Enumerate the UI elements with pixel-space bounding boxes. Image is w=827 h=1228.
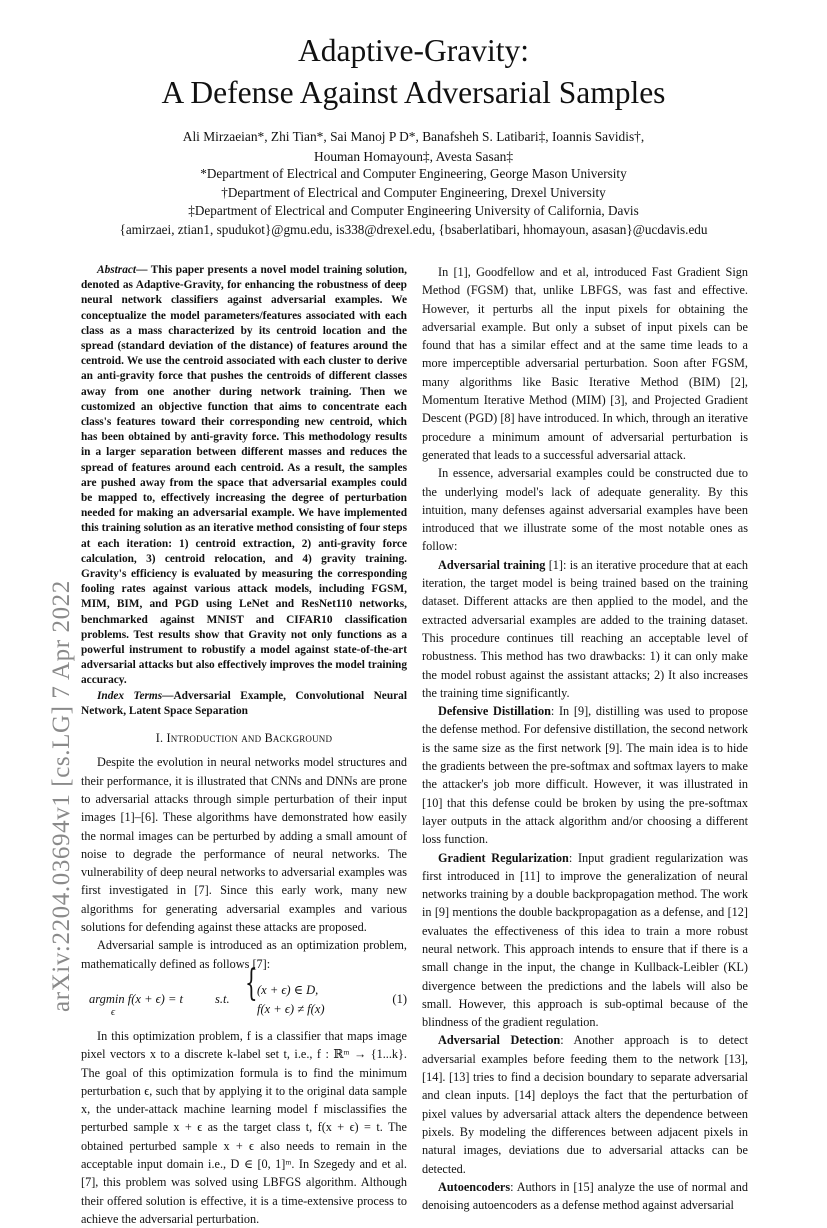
- title-line-2: A Defense Against Adversarial Samples: [161, 75, 666, 110]
- adv-training-label: Adversarial training: [438, 557, 546, 572]
- authors-line-2: Houman Homayoun‡, Avesta Sasan‡: [313, 148, 514, 164]
- body-paragraph-adv-training: [422, 556, 748, 702]
- autoencoders-text: : Authors in [15] analyze the use of normal and denoising autoencoders as a defense method against adversarial: [422, 1179, 748, 1213]
- equation-subscript: ϵ: [111, 1006, 116, 1018]
- body-paragraph-gradient-reg: [422, 849, 748, 1032]
- index-terms-text: —Adversarial Example, Convolutional Neural Network, Latent Space Separation: [81, 689, 407, 717]
- equation-1: [81, 962, 407, 1019]
- autoencoders-label: Autoencoders: [438, 1179, 511, 1194]
- body-paragraph-fgsm: In [1], Goodfellow and et al, introduced Fast Gradient Sign Method (FGSM) that, unlike LBFGS, was fast and effective. However, it perturbs all the input pixels for obtaining the adversarial example. But only a subset of input pixels can be found that has a similar effect and at the same time leads to a more imperceptible adversarial perturbation. Soon after FGSM, many algorithms like Basic Iterative Method (BIM) [2], Momentum Iterative Method (MIM) [3], and Projected Gradient Descent (PGD) [8] have introduced. In which, through an iterative procedure a minimum amount of adversarial perturbation is generated that leads to a successful adversarial attack.: [422, 265, 748, 462]
- left-column: [81, 263, 407, 1228]
- equation-lhs: argmin f(x + ϵ) = t: [89, 991, 184, 1006]
- equation-brace: {: [245, 962, 258, 1004]
- affiliation-drexel: †Department of Electrical and Computer Engineering, Drexel University: [221, 184, 606, 200]
- index-terms: [81, 689, 407, 719]
- abstract-label: Abstract: [97, 264, 137, 276]
- body-paragraph-defenses: In essence, adversarial examples could be constructed due to the underlying model's lack of adequate generality. By this intuition, many defenses against adversarial examples have been introduced that we illustrate some of the most notable ones as follow:: [422, 466, 748, 554]
- index-terms-label: Index Terms: [97, 689, 163, 702]
- intro-paragraph-2: Adversarial sample is introduced as an optimization problem, mathematically defined as follows [7]:: [81, 938, 407, 971]
- distillation-label: Defensive Distillation: [438, 704, 551, 719]
- title-line-1: Adaptive-Gravity:: [298, 33, 529, 68]
- authors-line-1: Ali Mirzaeian*, Zhi Tian*, Sai Manoj P D*, Banafsheh S. Latibari‡, Ioannis Savidis†,: [182, 129, 645, 144]
- gradient-reg-label: Gradient Regularization: [438, 850, 569, 865]
- gradient-reg-text: : Input gradient regularization was first introduced in [11] to improve the generalization of neural networks training by a double backpropagation method. The work in [9] mentions the double backpropagation as a defense, and [12] evaluates the effectiveness of this idea to train a more robust neural network. This approach intends to ensure that if there is a small change in the input, the change in Kullback-Leibler (KL) divergence between the predictions and the labels will also be small. However, this approach is sub-optimal because of the blindness of the gradient regulation.: [422, 850, 748, 1030]
- equation-constraint-1: (x + ϵ) ∈ D,: [257, 982, 319, 997]
- arxiv-stamp: arXiv:2204.03694v1 [cs.LG] 7 Apr 2022: [48, 580, 75, 1012]
- author-emails: {amirzaei, ztian1, spudukot}@gmu.edu, is338@drexel.edu, {bsaberlatibari, hhomayoun, asasan}@ucdavis.edu: [119, 221, 708, 237]
- body-paragraph-detection: [422, 1031, 748, 1177]
- affiliation-gmu: *Department of Electrical and Computer Engineering, George Mason University: [200, 166, 627, 181]
- abstract: [81, 263, 407, 689]
- body-paragraph-distillation: [422, 702, 748, 848]
- abstract-text: — This paper presents a novel model training solution, denoted as Adaptive-Gravity, for enhancing the robustness of deep neural network classifiers against adversarial examples. We conceptualize the model parameters/features associated with each class as a mass characterized by its centroid location and the spread (standard deviation of the distance) of features around the centroid. We use the centroid associated with each cluster to derive an anti-gravity force that pushes the centroids of different classes away from one another during network training. Then we customized an objective function that aims to concentrate each class's features toward their corresponding new centroid, which has been obtained by anti-gravity force. This methodology results in a larger separation between different masses and reduces the spread of features around each centroid. As a result, the samples are pushed away from the space that adversarial examples could be mapped to, effectively increasing the degree of perturbation needed for making an adversarial example. We have implemented this training solution as an iterative method consisting of four steps at each iteration: 1) centroid extraction, 2) anti-gravity force calculation, 3) centroid relocation, and 4) gravity training. Gravity's efficiency is evaluated by measuring the corresponding fooling rates against various attack models, including FGSM, MIM, BIM, and PGD using LeNet and ResNet110 networks, benchmarked against MNIST and CIFAR10 classification problems. Test results show that Gravity not only functions as a powerful instrument to robustify a model against state-of-the-art adversarial attacks but also effectively improves the model training accuracy.: [81, 264, 407, 687]
- body-paragraph-autoencoders: [422, 1178, 748, 1215]
- distillation-text: : In [9], distilling was used to propose the defense method. For defensive distillation, the second network is the same size as the first network [9]. The main idea is to hide the gradients between the pre-softmax and softmax layers to make the attacker's job more difficult. However, it was illustrated in [10] that this defense could be broken by using the pre-softmax layer outputs in the attack algorithm and/or choosing a different loss function.: [422, 704, 748, 847]
- paper-title: [0, 30, 827, 114]
- equation-constraint-2: f(x + ϵ) ≠ f(x): [257, 1001, 325, 1016]
- equation-number: (1): [392, 991, 407, 1006]
- detection-label: Adversarial Detection: [438, 1033, 561, 1048]
- right-column: [422, 263, 748, 1214]
- detection-text: : Another approach is to detect adversarial examples before feeding them to the network [13], [14]. [13] tries to find a decision boundary to separate adversarial and clean inputs. [14] deploys the fact that the perturbation of pixel values by adversarial attack alters the dependence between pixels. By modeling the differences between adjacent pixels in natural images, deviations due to adversarial attacks can be detected.: [422, 1033, 749, 1176]
- intro-paragraph-3: In this optimization problem, f is a classifier that maps image pixel vectors x to a discrete k-label set t, i.e., f : ℝᵐ → {1...k}. The goal of this optimization formula is to find the minimum perturbation ϵ, such that by applying it to the original data sample x, the under-attack machine learning model f misclassifies the perturbed sample x + ϵ as the target class t, f(x + ϵ) = t. The obtained perturbed sample x + ϵ also needs to remain in the acceptable input domain i.e., D ∈ [0, 1]ᵐ. In Szegedy and et al. [7], this problem was solved using LBFGS algorithm. Although their offered solution is effective, it is a time-extensive process to achieve the adversarial perturbation.: [81, 1028, 407, 1226]
- affiliations: [60, 165, 767, 239]
- intro-paragraph-1: Despite the evolution in neural networks model structures and their performance, it is illustrated that CNNs and DNNs are prone to adversarial attacks through simple perturbation of their input images [1]–[6]. These algorithms have demonstrated how easily the normal images can be perturbed by adding a small amount of noise to degrade the performance of neural networks. The vulnerability of deep neural networks to adversarial examples was first investigated in [7]. Since this early work, many new algorithms for generating adversarial examples and various solutions for defending against these attacks are proposed.: [81, 755, 407, 935]
- equation-such-that: s.t.: [215, 991, 230, 1006]
- adv-training-text: [1]: is an iterative procedure that at each iteration, the target model is being trained based on the training dataset. Different attacks are then applied to the model, and the extracted adversarial examples are added to the training dataset. This procedure continues till reaching an acceptable level of robustness. This method has two drawbacks: 1) it can only make the model robust against the assistant attacks; 2) It also increases the training time significantly.: [422, 557, 748, 700]
- affiliation-ucdavis: ‡Department of Electrical and Computer Engineering University of California, Davis: [188, 203, 639, 219]
- author-list: [60, 127, 767, 166]
- section-heading: I. Introduction and Background: [155, 731, 333, 746]
